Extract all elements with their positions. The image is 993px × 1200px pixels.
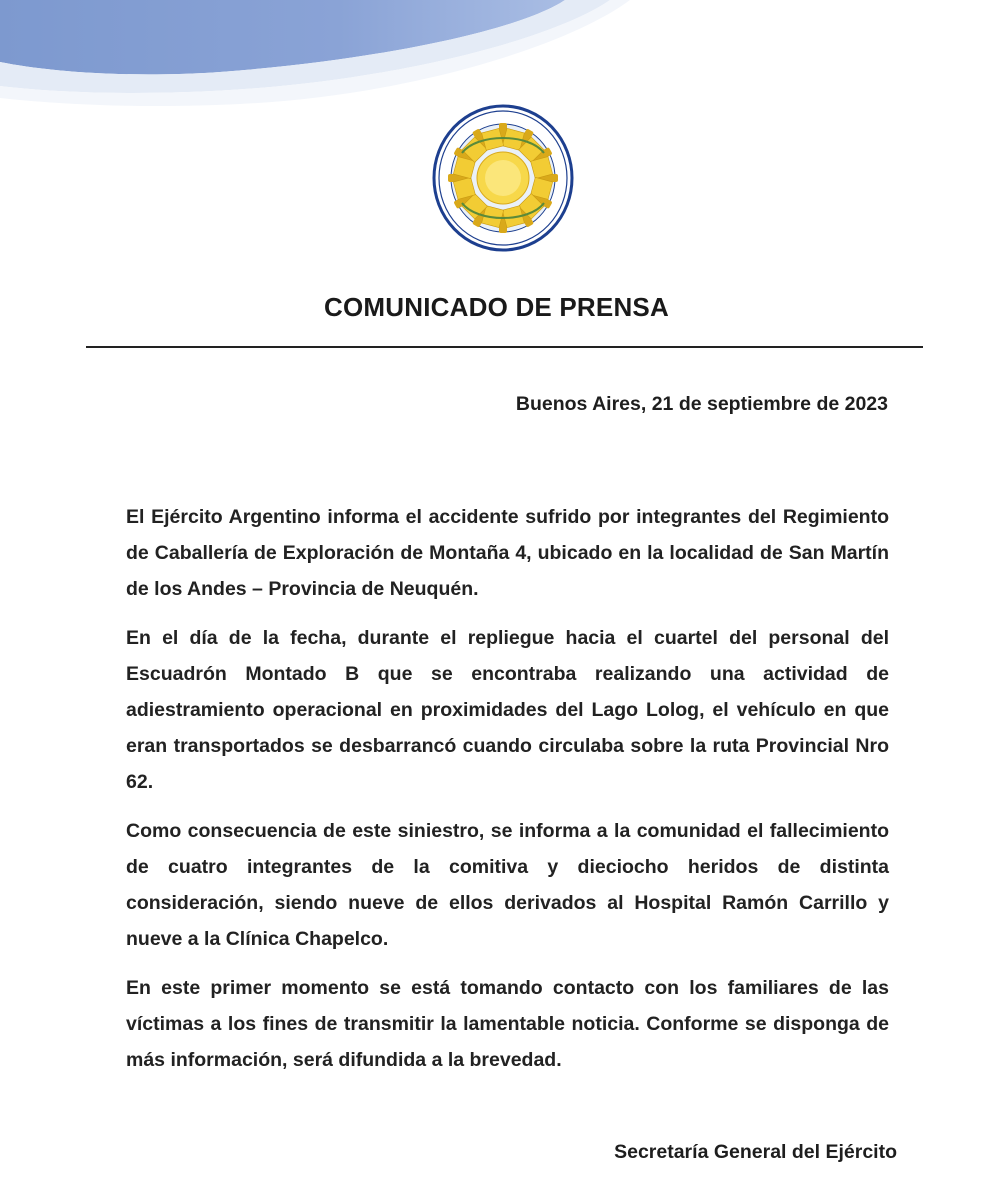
paragraph-2: En el día de la fecha, durante el repliegue hacia el cuartel del personal del Escuadrón Montado B que se encontraba realizando una actividad de adiestramiento operacional en proximidades del Lago Lolog, el vehículo en que eran transportados se desbarrancó cuando circulaba sobre la ruta Provincial Nro 62.: [126, 627, 889, 793]
paragraph-1: El Ejército Argentino informa el accidente sufrido por integrantes del Regimiento de Caballería de Exploración de Montaña 4, ubicado en la localidad de San Martín de los Andes – Provincia de Neuquén.: [126, 506, 889, 600]
header-swoosh: [0, 0, 993, 120]
document-title: COMUNICADO DE PRENSA: [324, 292, 669, 322]
paragraph-4: En este primer momento se está tomando contacto con los familiares de las víctimas a los fines de transmitir la lamentable noticia. Conforme se disponga de más información, será difundida a la brevedad.: [126, 977, 889, 1071]
date-line: Buenos Aires, 21 de septiembre de 2023: [515, 393, 888, 415]
title-divider: [86, 346, 923, 348]
paragraph-3: Como consecuencia de este siniestro, se informa a la comunidad el fallecimiento de cuatro integrantes de la comitiva y dieciocho heridos de distinta consideración, siendo nueve de ellos derivados al Hospital Ramón Carrillo y nueve a la Clínica Chapelco.: [126, 820, 889, 950]
signature: Secretaría General del Ejército: [614, 1141, 897, 1163]
army-emblem: [432, 103, 574, 253]
sun-emblem-icon: [432, 103, 574, 253]
press-release-body: [126, 499, 889, 1091]
